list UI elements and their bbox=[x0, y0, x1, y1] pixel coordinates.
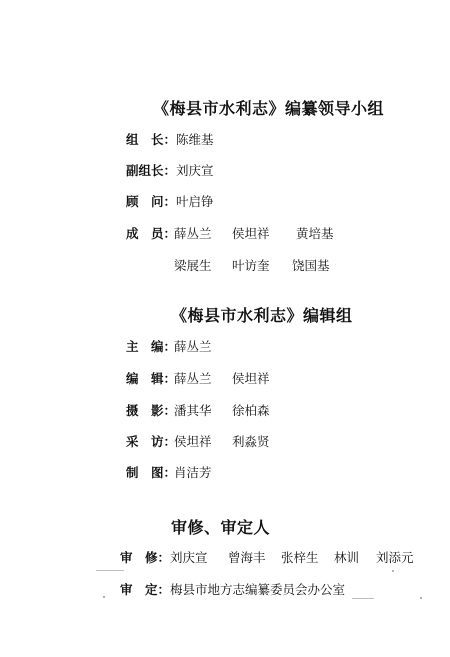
reviser-name: 曾海丰 bbox=[228, 550, 266, 565]
drafting-label: 制 图： bbox=[126, 465, 177, 480]
leadership-group-title: 《梅县市水利志》编纂领导小组 bbox=[153, 99, 385, 118]
interviewer-name: 利淼贤 bbox=[232, 434, 270, 449]
reviser-name: 刘添元 bbox=[376, 550, 414, 565]
editors-label: 编 辑： bbox=[126, 371, 177, 386]
scan-noise-dot bbox=[392, 570, 394, 572]
member-name: 叶访奎 bbox=[232, 258, 270, 273]
photographer-name: 徐柏森 bbox=[232, 403, 270, 418]
member-name: 饶国基 bbox=[292, 258, 330, 273]
advisor-label: 顾 问： bbox=[126, 194, 177, 209]
editorial-group-title: 《梅县市水利志》编辑组 bbox=[171, 306, 353, 325]
scan-noise-line bbox=[96, 570, 124, 571]
members-label: 成 员： bbox=[126, 226, 177, 241]
reviser-name: 张梓生 bbox=[281, 550, 319, 565]
member-name: 梁展生 bbox=[174, 258, 212, 273]
editor-name: 薛丛兰 bbox=[174, 371, 212, 386]
chief-editor-name: 薛丛兰 bbox=[174, 339, 212, 354]
member-name: 薛丛兰 bbox=[174, 226, 212, 241]
scan-noise-dot bbox=[103, 596, 105, 598]
reviser-name: 刘庆宣 bbox=[170, 550, 208, 565]
review-title: 审修、审定人 bbox=[171, 518, 271, 537]
deputy-leader-name: 刘庆宣 bbox=[176, 163, 214, 178]
editor-name: 侯坦祥 bbox=[232, 371, 270, 386]
photography-label: 摄 影： bbox=[126, 403, 177, 418]
approval-label: 审 定： bbox=[120, 582, 171, 597]
member-name: 黄培基 bbox=[296, 226, 334, 241]
revision-label: 审 修： bbox=[120, 550, 171, 565]
interview-label: 采 访： bbox=[126, 434, 177, 449]
chief-editor-label: 主 编： bbox=[126, 339, 177, 354]
scan-noise-line bbox=[352, 598, 374, 599]
reviser-name: 林训 bbox=[334, 550, 360, 565]
advisor-name: 叶启铮 bbox=[176, 194, 214, 209]
photographer-name: 潘其华 bbox=[174, 403, 212, 418]
interviewer-name: 侯坦祥 bbox=[174, 434, 212, 449]
approver-name: 梅县市地方志编纂委员会办公室 bbox=[170, 582, 346, 597]
drafter-name: 肖洁芳 bbox=[174, 465, 212, 480]
group-leader-name: 陈维基 bbox=[176, 132, 214, 147]
deputy-leader-label: 副组长： bbox=[126, 163, 177, 178]
scan-noise-dot bbox=[420, 597, 422, 599]
group-leader-label: 组 长： bbox=[126, 132, 177, 147]
member-name: 侯坦祥 bbox=[232, 226, 270, 241]
